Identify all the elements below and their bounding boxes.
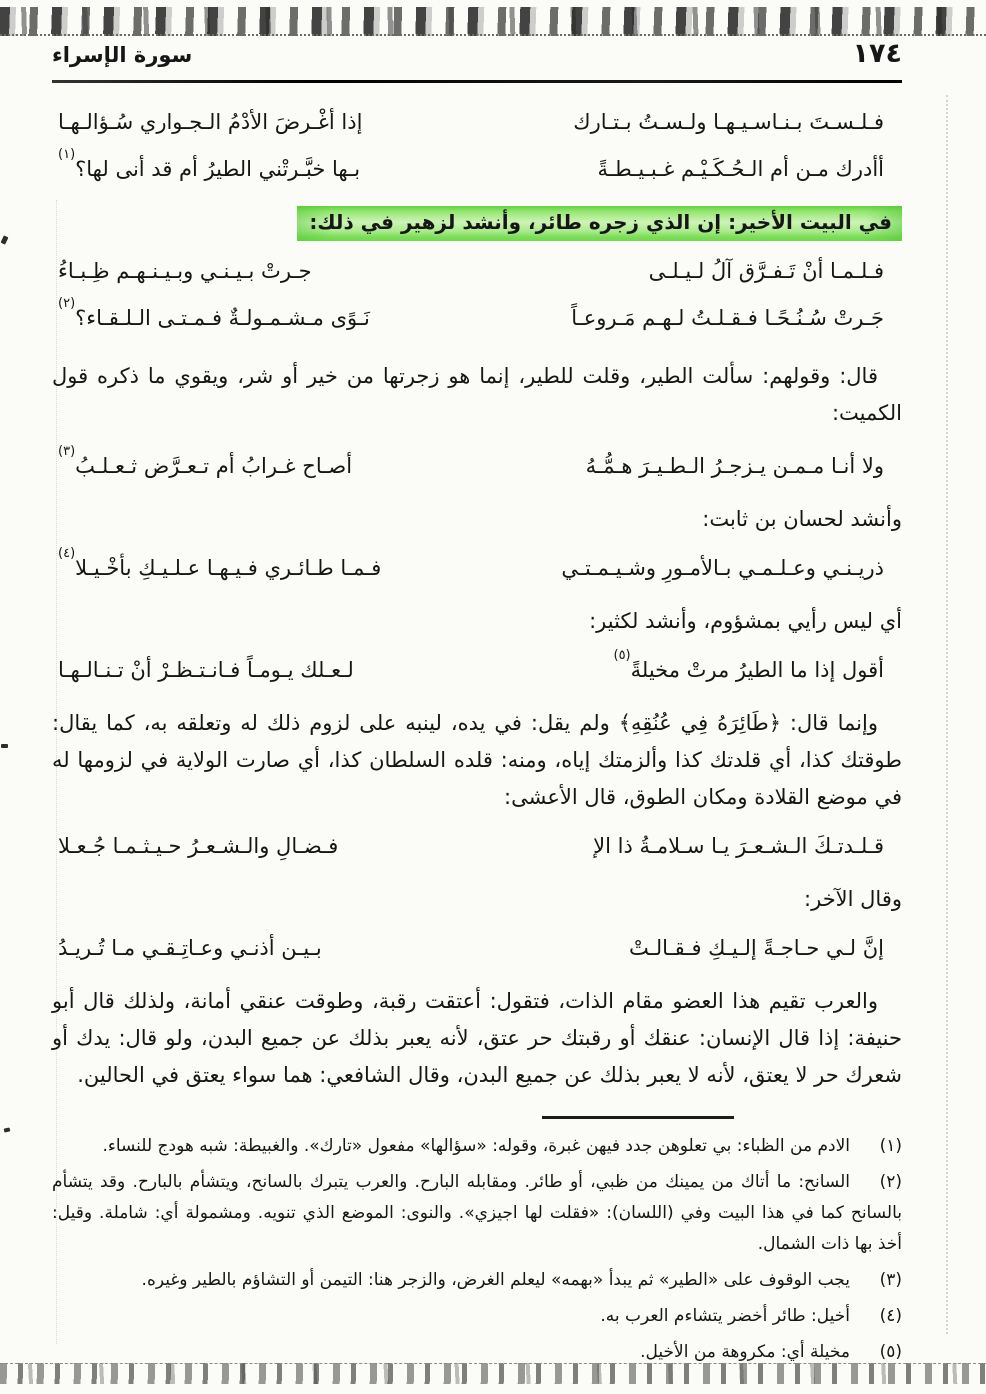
margin-ink-mark <box>1 744 8 748</box>
highlight-row <box>52 206 902 241</box>
margin-ink-mark <box>4 1127 11 1132</box>
footnote-2 <box>52 1167 902 1260</box>
kuthayyir-verse <box>52 647 902 694</box>
footnote-text: يجب الوقوف على «الطير» ثم يبدأ «بهمه» ليعلم الغرض، والزجر هنا: التيمن أو التشاؤم بالطير وغيره. <box>141 1270 850 1290</box>
hemistich-right <box>613 647 884 694</box>
footnote-text: الادم من الظباء: بي تعلوهن جدد فيهن غبرة، وقوله: «سؤالها» مفعول «تارك». والغبيطة: شبه هودج للنساء. <box>102 1136 850 1156</box>
hemistich-left <box>58 545 381 592</box>
hemistich-right: فـلـمـا أنْ تَـفـرَّق آلُ لـيـلـى <box>648 259 884 283</box>
hemistich-text: أصـاح غـرابُ أم تـعـرَّض ثـعـلـبُ <box>75 454 353 478</box>
hemistich-left: لـعـلك يـومـاً فـانـتـظـرْ أنْ تـنـالـهـا <box>58 658 354 682</box>
hassan-intro: وأنشد لحسان بن ثابت: <box>702 507 902 531</box>
footnote-text: مخيلة أي: مكروهة من الأخيل. <box>640 1342 850 1362</box>
footnote-number: (٥) <box>879 1342 902 1362</box>
hemistich-text: أقول إذا ما الطيرُ مرتْ مخيلةً <box>630 658 884 682</box>
hassan-verse <box>52 545 902 592</box>
torn-paper-edge-top <box>0 7 986 36</box>
hemistich-left: إذا أغْـرضَ الأدْمُ الـجـواري سُـؤالـهـا <box>58 110 363 134</box>
hemistich-right: ذريـنـي وعـلـمـي بـالأمـورِ وشـيـمـتـي <box>561 556 884 580</box>
arabs-usage-paragraph: والعرب تقيم هذا العضو مقام الذات، فتقول: أعتقت رقبة، وطوقت عنقي أمانة، ولذلك قال أبو حنيفة: إذا قال الإنسان: عنقك أو رقبتك حر عتق، لأنه يعبر بذلك عن جميع البدن، ولو قال: يدك أو شعرك حر لا يعتق، لأنه لا يعبر بذلك عن جميع البدن، وقال الشافعي: هما سواء يعتق في الحالين. <box>52 989 902 1087</box>
hemistich-text: نَـوًى مـشـمـولـةٌ فـمـتـى الـلـقـاء؟ <box>75 306 370 330</box>
footnote-ref-2: (٢) <box>58 296 76 311</box>
hemistich-right: جَـرتْ سُـنُـحًـا فـقـلـتُ لـهـم مَـروعـاً <box>571 306 884 330</box>
hemistich-left <box>58 443 352 490</box>
footnote-ref-4: (٤) <box>58 546 76 561</box>
zuhayr-couplet-line-2 <box>52 295 902 342</box>
footnote-number: (٤) <box>879 1306 902 1326</box>
asha-verse <box>52 823 902 870</box>
page-header <box>52 38 902 69</box>
scan-artifact-right-edge <box>946 95 948 1334</box>
unuq-explanation-paragraph: وإنما قال: ﴿طَائِرَهُ فِي عُنُقِهِ﴾ ولم يقل: في يده، لينبه على لزوم ذلك له وتعلقه به، كما يقال: طوقتك كذا، أي قلدتك كذا وألزمتك إياه، ومنه: قلده السلطان كذا، أي صارت الولاية في لزومها له في موضع القلادة ومكان الطوق، قال الأعشى: <box>52 711 902 809</box>
hemistich-left <box>58 295 370 342</box>
footnote-ref-1: (١) <box>58 147 76 162</box>
page-content <box>52 38 902 1368</box>
footnote-3 <box>52 1265 902 1296</box>
zuhayr-couplet-line-1 <box>52 248 902 295</box>
hemistich-right: أأدرك مـن أم الـحُـكَـيْـم غـبـيـطـةً <box>597 157 884 181</box>
footnote-text: أخيل: طائر أخضر يتشاءم العرب به. <box>600 1306 850 1326</box>
surah-title: سورة الإسراء <box>52 43 193 67</box>
hemistich-left: جـرتْ بـيـنـي وبـيـنـهـم ظِـبـاءُ <box>58 259 312 283</box>
other-poet-verse <box>52 925 902 972</box>
footnote-text: السانح: ما أتاك من يمينك من ظبي، أو طائر. ومقابله البارح. والعرب يتبرك بالسانح، ويتشأم بالبارح. وقد يتشأم بالسانح كما في هذا البيت وفي (اللسان): «فقلت لها اجيزي». والنوى: الموضع الذي تنويه. ومشمولة أي: شاملة. وقيل: أخذ بها ذات الشمال. <box>52 1172 902 1254</box>
header-rule <box>52 80 902 83</box>
hemistich-left: بـيـن أذنـي وعـاتِـقـي مـا تُـريـدُ <box>58 936 322 960</box>
hemistich-right: إنَّ لـي حـاجـةً إلـيـكِ فـقـالـتْ <box>628 936 884 960</box>
hemistich-left <box>58 146 360 193</box>
opening-couplet-line-2 <box>52 146 902 193</box>
footnote-1 <box>52 1131 902 1162</box>
hemistich-right: ولا أنـا مـمـن يـزجـرُ الـطـيـرَ هـمُّـهُ <box>585 454 884 478</box>
footnote-ref-3: (٣) <box>58 444 76 459</box>
footnote-number: (٣) <box>879 1270 902 1290</box>
margin-ink-mark <box>1 235 9 244</box>
hemistich-right: قـلـدتـكَ الـشـعـرَ يـا سـلامـةُ ذا الإ <box>593 834 884 858</box>
hemistich-left: فـضـالِ والـشـعـرُ حـيـثـمـا جُـعـلا <box>58 834 339 858</box>
opening-couplet-line-1 <box>52 99 902 146</box>
other-poet-intro: وقال الآخر: <box>804 887 902 911</box>
footnotes-section <box>52 1131 902 1368</box>
footnote-ref-5: (٥) <box>613 648 631 663</box>
footnote-4 <box>52 1301 902 1332</box>
hemistich-text: فـمـا طـائـري فـيـهـا عـلـيـكِ بأخْـيـلا <box>75 556 382 580</box>
footnote-number: (١) <box>879 1136 902 1156</box>
page-number: ١٧٤ <box>852 38 902 69</box>
highlighted-note: في البيت الأخير: إن الذي زجره طائر، وأنشد لزهير في ذلك: <box>297 206 902 241</box>
kuthayyir-intro: أي ليس رأيي بمشؤوم، وأنشد لكثير: <box>589 609 902 633</box>
footnote-5 <box>52 1337 902 1368</box>
footnote-separator <box>542 1116 734 1119</box>
kumayt-verse <box>52 443 902 490</box>
hemistich-right: فـلـسـتَ بـنـاسـيـهـا ولـسـتُ بـتـارك <box>573 110 884 134</box>
hemistich-text: بـها خبَّـرتْني الطيرُ أم قد أنى لها؟ <box>75 157 361 181</box>
kumayt-intro-paragraph: قال: وقولهم: سألت الطير، وقلت للطير، إنما هو زجرتها من خير أو شر، ويقوي ما ذكره قول الكميت: <box>52 364 902 425</box>
footnote-number: (٢) <box>879 1172 902 1192</box>
